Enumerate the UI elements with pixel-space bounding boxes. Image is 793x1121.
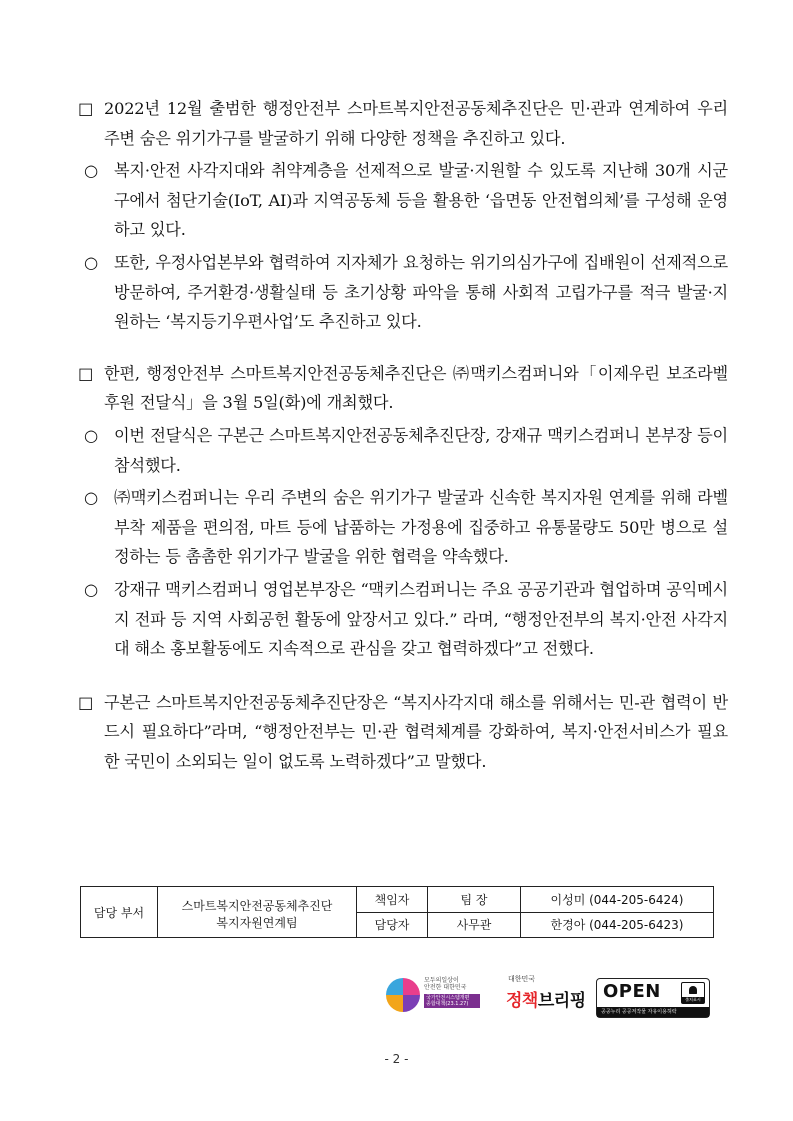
person-icon	[689, 986, 697, 994]
section-2-main-text: 한편, 행정안전부 스마트복지안전공동체추진단은 ㈜맥키스컴퍼니와「이제우린 보조라벨 후원 전달식」을 3월 5일(화)에 개최했다.	[104, 363, 728, 413]
circle-bullet-icon: ○	[84, 161, 98, 181]
policy-briefing-small-text: 대한민국	[508, 975, 536, 983]
policy-briefing-title: 정책브리핑	[506, 991, 586, 1011]
circle-bullet-icon: ○	[84, 488, 98, 508]
policy-briefing-logo	[506, 972, 596, 1022]
document-body	[78, 94, 728, 776]
section-1-main	[78, 94, 728, 153]
name-phone-cell: 이성미 (044-205-6424)	[521, 887, 714, 913]
role-cell: 담당자	[357, 912, 428, 938]
role-cell: 책임자	[357, 887, 428, 913]
section-3-main-text: 구본근 스마트복지안전공동체추진단장은 “복지사각지대 해소를 위해서는 민-관 협력이 반드시 필요하다”라며, “행정안전부는 민·관 협력체계를 강화하여, 복지·안전서비스가 필요한 국민이 소외되는 일이 없도록 노력하겠다”고 말했다.	[104, 692, 728, 771]
title-cell: 팀 장	[428, 887, 521, 913]
name-phone-cell: 한경아 (044-205-6423)	[521, 912, 714, 938]
safety-logo-text: 모두의일상이 안전한 대한민국	[424, 977, 467, 991]
open-license-logo	[596, 978, 710, 1018]
square-bullet-icon: □	[78, 363, 94, 383]
team-name-line1: 스마트복지안전공동체추진단	[181, 899, 333, 913]
footer-logos	[384, 972, 714, 1022]
section-2-bullet-2-text: ㈜맥키스컴퍼니는 우리 주변의 숨은 위기가구 발굴과 신속한 복지자원 연계를 위해 라벨 부착 제품을 편의점, 마트 등에 납품하는 가정용에 집중하고 유통물량도 50만 병으로 설정하는 등 촘촘한 위기가구 발굴을 위한 협력을 약속했다.	[114, 488, 728, 567]
section-2-main	[78, 359, 728, 418]
circle-bullet-icon: ○	[84, 425, 98, 445]
section-2-bullet-1	[84, 421, 728, 480]
section-2-bullet-2	[84, 483, 728, 572]
circle-bullet-icon: ○	[84, 579, 98, 599]
open-license-footer: 공공누리 공공저작물 자유이용허락	[597, 1007, 709, 1017]
square-bullet-icon: □	[78, 99, 94, 118]
title-cell: 사무관	[428, 912, 521, 938]
page-number: - 2 -	[384, 1052, 409, 1066]
section-1-main-text: 2022년 12월 출범한 행정안전부 스마트복지안전공동체추진단은 민·관과 연계하여 우리 주변 숨은 위기가구를 발굴하기 위해 다양한 정책을 추진하고 있다.	[104, 99, 728, 148]
safety-system-logo	[384, 976, 484, 1018]
open-text: OPEN	[603, 981, 661, 1002]
square-bullet-icon: □	[78, 692, 94, 712]
section-3-main	[78, 688, 728, 777]
section-2-bullet-3	[84, 575, 728, 664]
section-2-bullet-1-text: 이번 전달식은 구본근 스마트복지안전공동체추진단장, 강재규 맥키스컴퍼니 본부장 등이 참석했다.	[114, 425, 728, 475]
section-2-bullet-3-text: 강재규 맥키스컴퍼니 영업본부장은 “맥키스컴퍼니는 주요 공공기관과 협업하며 공익메시지 전파 등 지역 사회공헌 활동에 앞장서고 있다.” 라며, “행정안전부의 복지·안전 사각지대 해소 홍보활동에도 지속적으로 관심을 갖고 협력하겠다”고 전했다.	[114, 579, 728, 659]
circle-bullet-icon: ○	[84, 252, 98, 272]
section-1-bullet-2	[84, 248, 728, 337]
section-1-bullet-1	[84, 156, 728, 245]
dept-label: 담당 부서	[81, 887, 158, 938]
team-name-line2: 복지자원연계팀	[216, 916, 298, 930]
attribution-badge-icon: 출처표시	[681, 982, 705, 1004]
contact-table	[80, 886, 714, 938]
section-1-bullet-1-text: 복지·안전 사각지대와 취약계층을 선제적으로 발굴·지원할 수 있도록 지난해 30개 시군구에서 첨단기술(IoT, AI)과 지역공동체 등을 활용한 ‘읍면동 안전협의체’를 구성해 운영하고 있다.	[114, 161, 728, 240]
team-cell	[158, 887, 357, 938]
safety-logo-subtext: 국가안전시스템개편 종합대책(23.1.27)	[424, 994, 480, 1008]
section-1-bullet-2-text: 또한, 우정사업본부와 협력하여 지자체가 요청하는 위기의심가구에 집배원이 선제적으로 방문하여, 주거환경·생활실태 등 초기상황 파악을 통해 사회적 고립가구를 적극 발굴·지원하는 ‘복지등기우편사업’도 추진하고 있다.	[114, 252, 728, 332]
people-circle-icon	[386, 978, 420, 1012]
